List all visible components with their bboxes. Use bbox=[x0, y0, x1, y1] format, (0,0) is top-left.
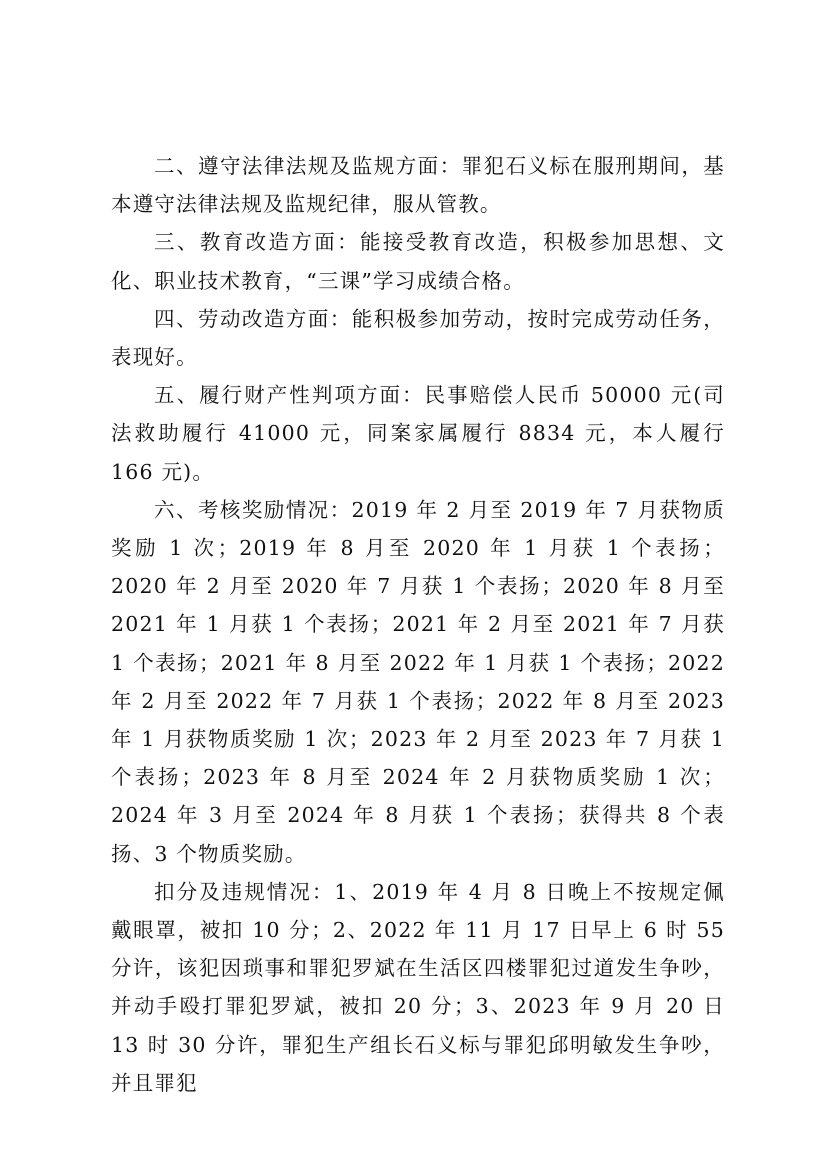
paragraph-education: 三、教育改造方面：能接受教育改造，积极参加思想、文化、职业技术教育，“三课”学习成绩合格。 bbox=[111, 230, 725, 293]
paragraph-compliance: 二、遵守法律法规及监规方面：罪犯石义标在服刑期间，基本遵守法律法规及监规纪律，服从管教。 bbox=[111, 154, 725, 217]
document-body bbox=[111, 147, 725, 1102]
paragraph-deductions: 扣分及违规情况：1、2019 年 4 月 8 日晚上不按规定佩戴眼罩，被扣 10 分；2、2022 年 11 月 17 日早上 6 时 55 分许，该犯因琐事和罪犯罗斌在生活区四楼罪犯过道发生争吵，并动手殴打罪犯罗斌，被扣 20 分；3、2023 年 9 月 20 日 13 时 30 分许，罪犯生产组长石义标与罪犯邱明敏发生争吵，并且罪犯 bbox=[111, 879, 725, 1095]
paragraph-property-obligation: 五、履行财产性判项方面：民事赔偿人民币 50000 元(司法救助履行 41000 元，同案家属履行 8834 元，本人履行 166 元)。 bbox=[111, 383, 725, 484]
paragraph-rewards: 六、考核奖励情况：2019 年 2 月至 2019 年 7 月获物质奖励 1 次；2019 年 8 月至 2020 年 1 月获 1 个表扬；2020 年 2 月至 2020 年 7 月获 1 个表扬；2020 年 8 月至 2021 年 1 月获 1 个表扬；2021 年 2 月至 2021 年 7 月获 1 个表扬；2021 年 8 月至 2022 年 1 月获 1 个表扬；2022 年 2 月至 2022 年 7 月获 1 个表扬；2022 年 8 月至 2023 年 1 月获物质奖励 1 次；2023 年 2 月至 2023 年 7 月获 1 个表扬；2023 年 8 月至 2024 年 2 月获物质奖励 1 次；2024 年 3 月至 2024 年 8 月获 1 个表扬；获得共 8 个表扬、3 个物质奖励。 bbox=[111, 497, 725, 866]
paragraph-labor: 四、劳动改造方面：能积极参加劳动，按时完成劳动任务，表现好。 bbox=[111, 306, 725, 370]
